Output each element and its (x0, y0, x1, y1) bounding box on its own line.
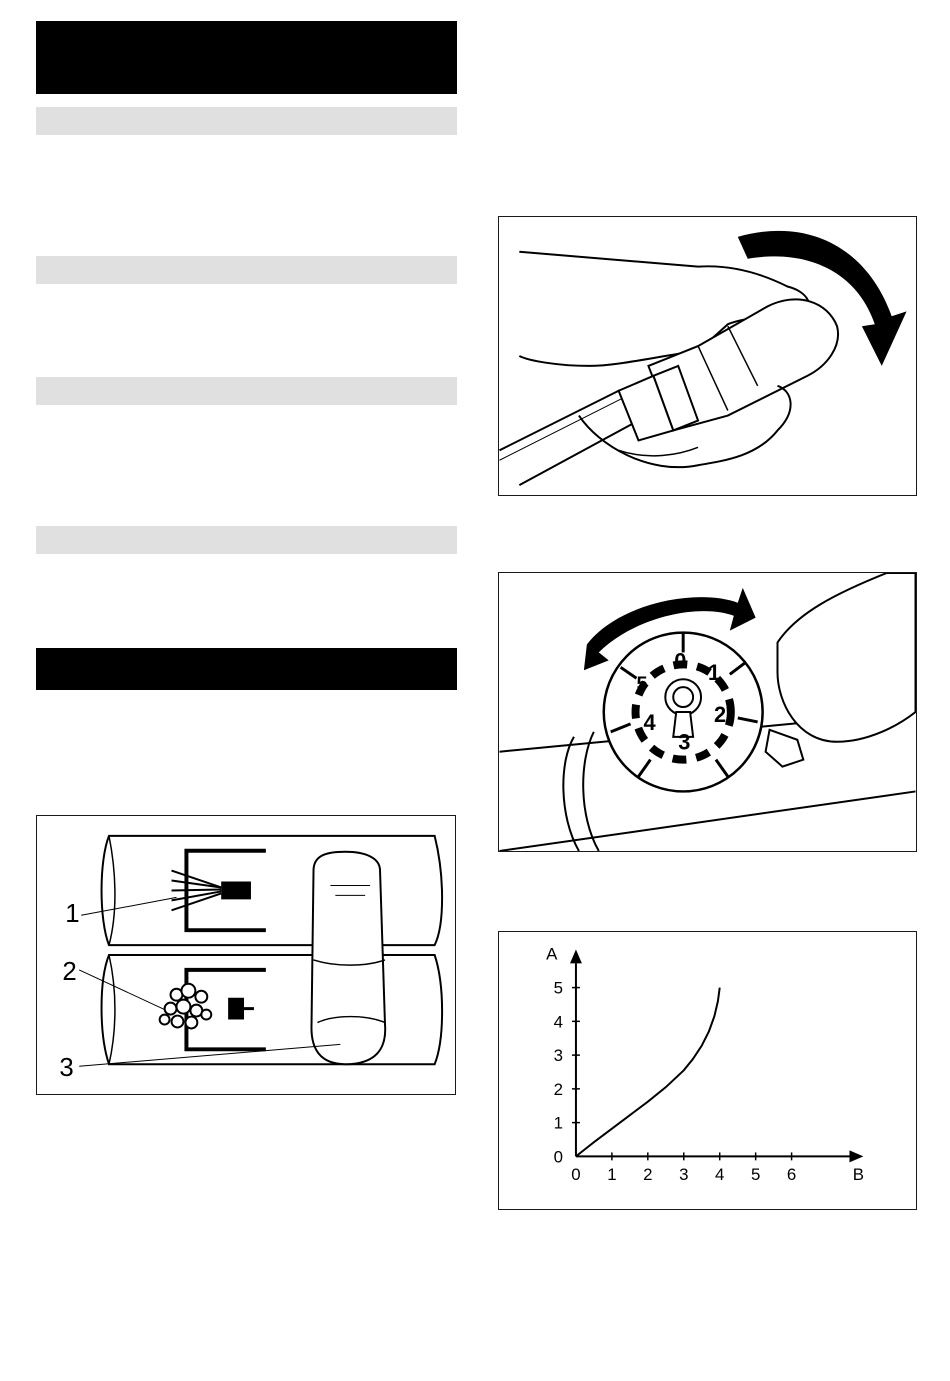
chart-x-tick-label: 3 (679, 1165, 689, 1185)
chart-y-tick-label: 0 (553, 1147, 564, 1167)
dial-number-2: 2 (713, 701, 727, 727)
section-heading-bar-1 (36, 21, 457, 94)
callout-2: 2 (62, 957, 77, 986)
chart-y-tick-label: 3 (553, 1046, 564, 1066)
dial-number-3: 3 (678, 729, 691, 755)
chart-y-tick-label: 4 (553, 1012, 564, 1032)
chart-y-axis-label: A (546, 944, 558, 964)
callout-3: 3 (59, 1054, 74, 1083)
chart-axes (570, 949, 863, 1162)
subheading-bar-2 (36, 256, 457, 284)
figure-pressure-dial (498, 572, 917, 852)
chart-y-arrow (570, 949, 582, 963)
chart-x-tick-label: 6 (786, 1165, 797, 1185)
dial-number-4: 4 (643, 709, 656, 735)
figure-chart (498, 931, 917, 1210)
chart-x-tick-label: 5 (750, 1165, 761, 1185)
chart-x-tick-label: 2 (643, 1165, 653, 1185)
dial-number-0: 0 (674, 648, 687, 674)
callout-1: 1 (65, 900, 80, 929)
chart-x-tick-label: 1 (607, 1165, 617, 1185)
line-chart (499, 932, 916, 1209)
chart-y-tick-label: 2 (553, 1079, 564, 1099)
chart-y-tick-label: 5 (553, 978, 564, 998)
figure-rotate-nozzle (498, 216, 917, 496)
pressure-dial-illustration (499, 573, 916, 851)
chart-series-line (576, 988, 720, 1157)
rotate-nozzle-illustration (499, 217, 916, 495)
chart-y-tick-label: 1 (553, 1113, 564, 1133)
subheading-bar-3 (36, 377, 457, 405)
nozzle-selector-illustration (37, 816, 455, 1094)
subheading-bar-4 (36, 526, 457, 554)
chart-x-axis-label: B (852, 1165, 864, 1185)
figure-nozzle-selector (36, 815, 456, 1095)
subheading-bar-1 (36, 107, 457, 135)
section-heading-bar-2 (36, 648, 457, 690)
chart-x-tick-label: 4 (715, 1165, 725, 1185)
dial-number-1: 1 (707, 660, 721, 686)
chart-x-arrow (849, 1150, 863, 1162)
dial-number-5: 5 (636, 673, 648, 696)
chart-x-tick-label: 0 (571, 1165, 581, 1185)
